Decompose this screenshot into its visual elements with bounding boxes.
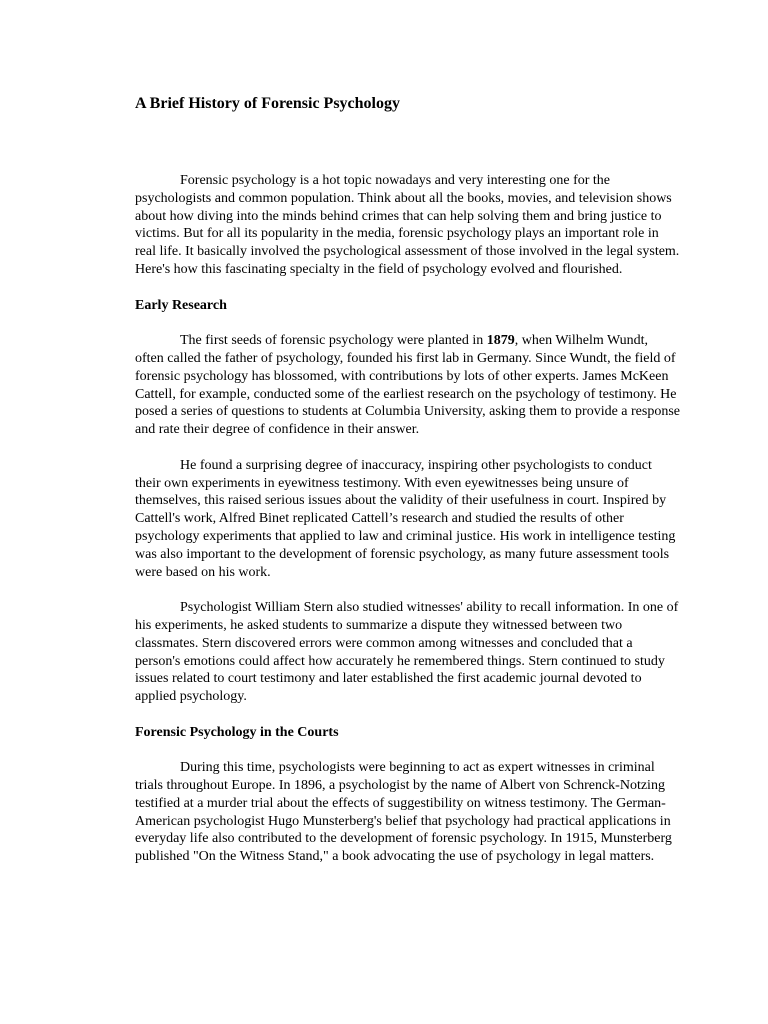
section-heading-early-research: Early Research xyxy=(135,297,227,313)
section-heading-courts: Forensic Psychology in the Courts xyxy=(135,724,339,740)
courts-paragraph-1: During this time, psychologists were beginning to act as expert witnesses in criminal trials throughout Europe. In 1896, a psychologist by the name of Albert von Schrenck-Notzing testified at a murder trial about the effects of suggestibility on witness testimony. The German-American psychologist Hugo Munsterberg's belief that psychology had practical applications in everyday life also contributed to the development of forensic psychology. In 1915, Munsterberg published "On the Witness Stand," a book advocating the use of psychology in legal matters. xyxy=(135,760,672,865)
paragraph-text: , when Wilhelm Wundt, often called the father of psychology, founded his first lab in Germany. Since Wundt, the field of forensic psychology has blossomed, with contributions by lots of other experts. James McKeen Cattell, for example, conducted some of the earliest research on the psychology of testimony. He posed a series of questions to students at Columbia University, asking them to provide a response and rate their degree of confidence in their answer. xyxy=(135,333,681,438)
year-highlight: 1879 xyxy=(486,333,515,349)
early-research-paragraph-2: He found a surprising degree of inaccuracy, inspiring other psychologists to conduct their own experiments in eyewitness testimony. With even eyewitnesses being unsure of themselves, this raised serious issues about the validity of their usefulness in court. Inspired by Cattell's work, Alfred Binet replicated Cattell’s research and studied the results of other psychology experiments that applied to law and criminal justice. His work in intelligence testing was also important to the development of forensic psychology, as many future assessment tools were based on his work. xyxy=(135,457,676,580)
paragraph-text: The first seeds of forensic psychology were planted in xyxy=(180,333,487,349)
intro-paragraph: Forensic psychology is a hot topic nowadays and very interesting one for the psychologists and common population. Think about all the books, movies, and television shows about how diving into the minds behind crimes that can help solving them and bring justice to victims. But for all its popularity in the media, forensic psychology plays an important role in real life. It basically involved the psychological assessment of those involved in the legal system. Here's how this fascinating specialty in the field of psychology evolved and flourished. xyxy=(135,173,680,277)
document-body xyxy=(135,172,680,884)
document-title: A Brief History of Forensic Psychology xyxy=(135,95,400,112)
early-research-paragraph-3: Psychologist William Stern also studied witnesses' ability to recall information. In one of his experiments, he asked students to summarize a dispute they witnessed between two classmates. Stern discovered errors were common among witnesses and concluded that a person's emotions could affect how accurately he remembered things. Stern continued to study issues related to court testimony and later established the first academic journal devoted to applied psychology. xyxy=(135,600,679,705)
early-research-paragraph-1 xyxy=(135,332,680,439)
